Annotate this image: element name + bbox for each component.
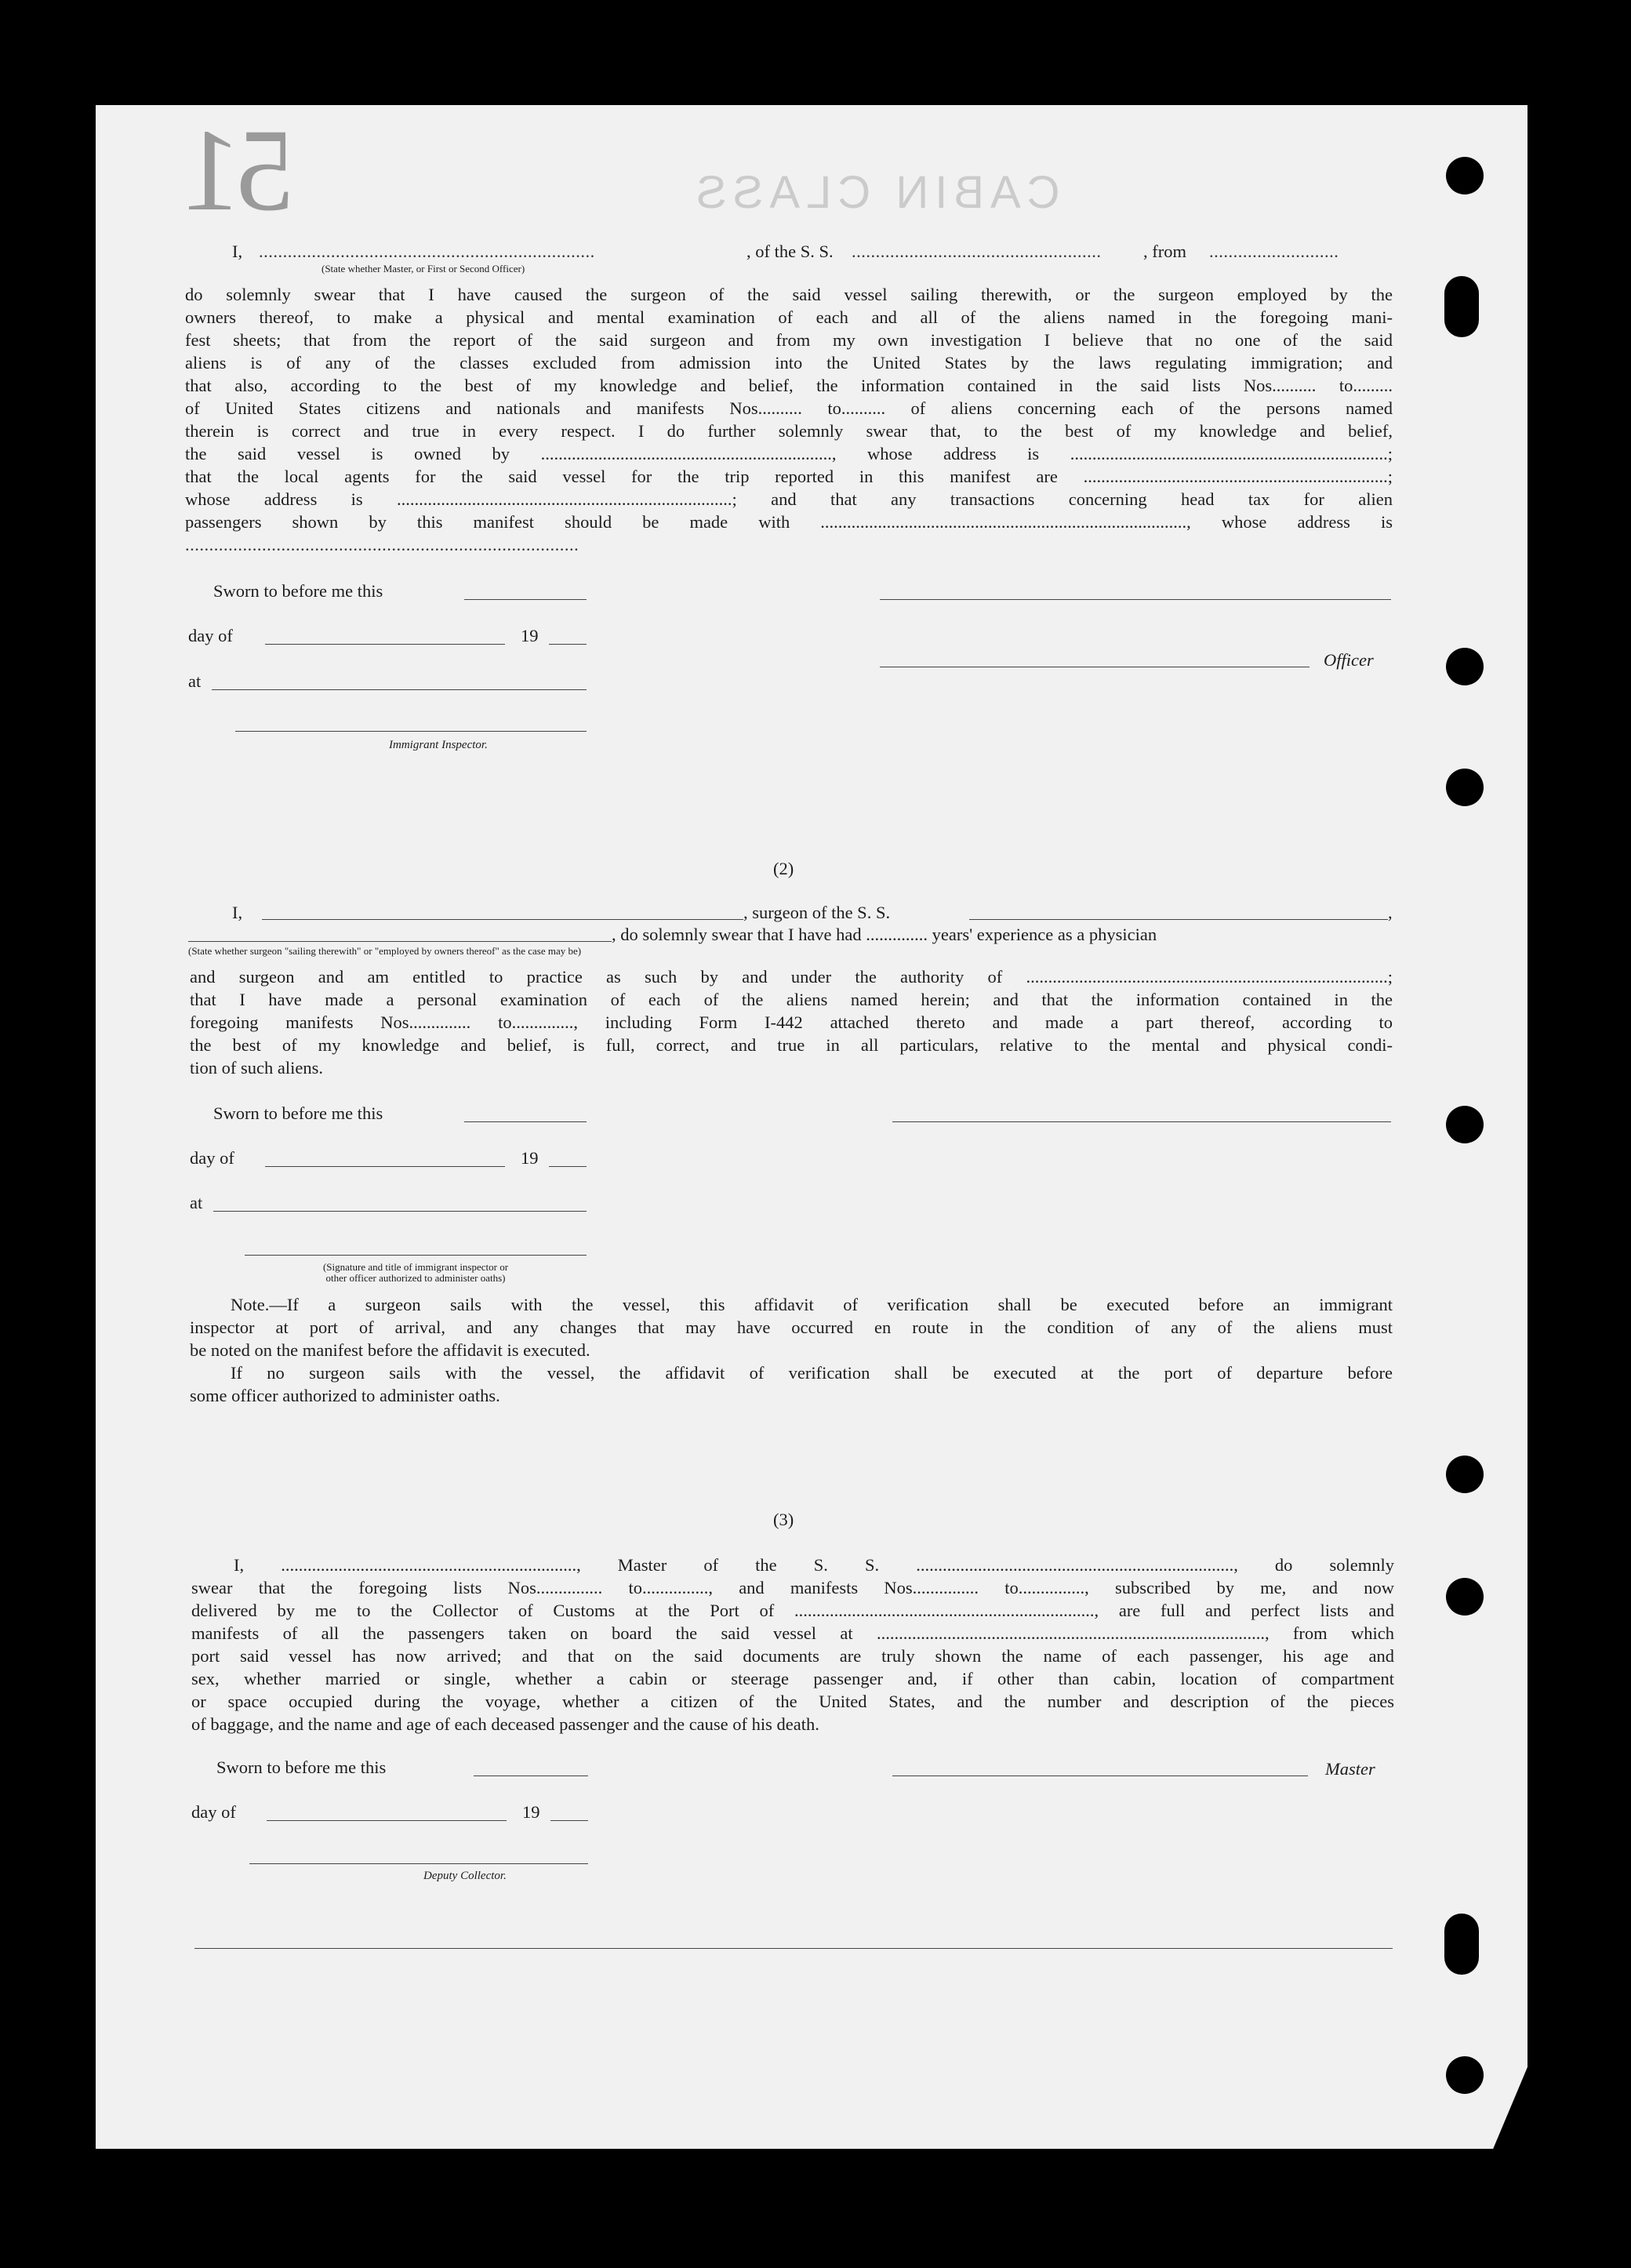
s1-at-label: at	[188, 671, 202, 691]
s1-para-line: do solemnly swear that I have caused the surgeon of the said vessel sailing therewith, or the surgeon employed by the	[185, 285, 1393, 304]
s3-para-line: delivered by me to the Collector of Customs at the Port of ...................................................................., are full and perfect lists and	[191, 1601, 1394, 1620]
s2-last-line: tion of such aliens.	[190, 1058, 323, 1078]
punch-hole	[1446, 769, 1484, 806]
s1-para-line: whose address is ............................................................................; and that any transactions concerning head tax for alien	[185, 489, 1393, 509]
s1-officer-name-field: ......................................................................	[259, 242, 595, 261]
s2-comma: ,	[1388, 903, 1393, 922]
s2-para-line: foregoing manifests Nos.............. to.............., including Form I-442 attached thereto and made a part thereof, according to	[190, 1012, 1393, 1032]
bottom-rule	[194, 1948, 1393, 1949]
note-line: some officer authorized to administer oaths.	[190, 1386, 500, 1405]
punch-hole	[1446, 157, 1484, 194]
note-line: be noted on the manifest before the affidavit is executed.	[190, 1340, 590, 1360]
s3-para-line: manifests of all the passengers taken on board the said vessel at ........................................................................................, from which	[191, 1623, 1394, 1643]
s2-sworn-label: Sworn to before me this	[213, 1103, 383, 1123]
s3-para-line: or space occupied during the voyage, whether a citizen of the United States, and the number and description of the pieces	[191, 1692, 1394, 1711]
punch-hole	[1444, 276, 1479, 337]
s2-at-label: at	[190, 1193, 203, 1212]
punch-hole	[1446, 2056, 1484, 2094]
s1-para-line: passengers shown by this manifest should be made with ..................................................................................., whose address is	[185, 512, 1393, 532]
s2-capacity-blank	[188, 941, 612, 942]
s1-sworn-blank	[464, 599, 587, 600]
s2-inspector-signature-line	[245, 1255, 587, 1256]
s1-port-field: ...........................	[1209, 242, 1339, 261]
s1-year-blank	[549, 644, 587, 645]
s2-sig-caption-2: other officer authorized to administer oaths)	[325, 1272, 506, 1284]
s2-vessel-blank	[969, 919, 1388, 920]
s3-year-blank	[550, 1820, 588, 1821]
s1-para-line: that also, according to the best of my knowledge and belief, the information contained in the said lists Nos.......... to.........	[185, 376, 1393, 395]
s1-para-line: fest sheets; that from the report of the said surgeon and from my own investigation I believe that no one of the said	[185, 330, 1393, 350]
s1-day-of-label: day of	[188, 626, 233, 645]
s1-para-line: that the local agents for the said vessel for the trip reported in this manifest are .....................................................................;	[185, 467, 1393, 486]
s3-collector-caption: Deputy Collector.	[423, 1870, 507, 1882]
s3-collector-signature-line	[249, 1863, 588, 1864]
s3-para-line: port said vessel has now arrived; and that on the said documents are truly shown the name of each passenger, his age and	[191, 1646, 1394, 1666]
punch-hole	[1446, 1578, 1484, 1616]
s2-day-of-label: day of	[190, 1148, 234, 1168]
s3-sworn-label: Sworn to before me this	[216, 1757, 387, 1777]
s2-year-prefix: 19	[521, 1148, 539, 1168]
s1-officer-signature-line	[880, 599, 1391, 600]
s2-number: (2)	[773, 859, 794, 878]
s2-sig-caption-1: (Signature and title of immigrant inspector or	[322, 1261, 509, 1273]
s1-caption: (State whether Master, or First or Second Officer)	[321, 263, 525, 274]
s1-para-line: owners thereof, to make a physical and mental examination of each and all of the aliens named in the foregoing mani-	[185, 307, 1393, 327]
s1-at-blank	[212, 689, 587, 690]
s2-surgeon-signature-line	[892, 1121, 1391, 1122]
s3-number: (3)	[773, 1510, 794, 1529]
s1-year-prefix: 19	[521, 626, 539, 645]
punch-hole	[1444, 1914, 1479, 1975]
page-number: 51	[187, 105, 295, 235]
s3-year-prefix: 19	[522, 1802, 540, 1822]
s2-caption: (State whether surgeon "sailing therewith" or "employed by owners thereof" as the case may be)	[188, 945, 582, 957]
punch-hole	[1446, 1106, 1484, 1143]
punch-hole	[1446, 1456, 1484, 1493]
s3-para-line: swear that the foregoing lists Nos............... to..............., and manifests Nos............... to..............., subscribed by me, and now	[191, 1578, 1394, 1597]
s1-inspector-caption: Immigrant Inspector.	[389, 739, 488, 751]
note-line: inspector at port of arrival, and any changes that may have occurred en route in the condition of any of the aliens must	[190, 1318, 1393, 1337]
s3-last-line: of baggage, and the name and age of each deceased passenger and the cause of his death.	[191, 1714, 819, 1734]
s2-at-blank	[213, 1211, 587, 1212]
s1-para-line: therein is correct and true in every respect. I do further solemnly swear that, to the best of my knowledge and belief,	[185, 421, 1393, 441]
s2-year-blank	[549, 1166, 587, 1167]
s1-from: , from	[1143, 242, 1186, 261]
note-line: Note.—If a surgeon sails with the vessel, this affidavit of verification shall be executed before an immigrant	[231, 1295, 1393, 1314]
s2-line2: , do solemnly swear that I have had .............. years' experience as a physician	[612, 925, 1157, 944]
punch-hole	[1446, 648, 1484, 685]
s2-sworn-blank	[464, 1121, 587, 1122]
s1-sworn-label: Sworn to before me this	[213, 581, 383, 601]
s2-surgeon-name-blank	[262, 919, 743, 920]
s1-para-line: the said vessel is owned by .................................................................., whose address is ........................................................................;	[185, 444, 1393, 463]
s2-i: I,	[232, 903, 243, 922]
s3-day-of-label: day of	[191, 1802, 236, 1822]
s2-para-line: the best of my knowledge and belief, is full, correct, and true in all particulars, relative to the mental and physical condi-	[190, 1035, 1393, 1055]
s2-para-line: that I have made a personal examination of each of the aliens named herein; and that the information contained in the	[190, 990, 1393, 1009]
s2-surgeon-of: , surgeon of the S. S.	[743, 903, 891, 922]
s1-officer-label: Officer	[1324, 650, 1374, 670]
s1-i: I,	[232, 242, 243, 261]
s3-day-blank	[267, 1820, 507, 1821]
s1-of-ss: , of the S. S.	[746, 242, 834, 261]
s1-vessel-field: ....................................................	[852, 242, 1102, 261]
s1-inspector-signature-line	[235, 731, 587, 732]
s3-para-line: sex, whether married or single, whether a cabin or steerage passenger and, if other than cabin, location of compartment	[191, 1669, 1394, 1688]
s1-para-line: of United States citizens and nationals and manifests Nos.......... to.......... of aliens concerning each of the persons named	[185, 398, 1393, 418]
s1-para-line: aliens is of any of the classes excluded from admission into the United States by the laws regulating immigration; and	[185, 353, 1393, 373]
s2-day-blank	[265, 1166, 505, 1167]
s1-day-blank	[265, 644, 505, 645]
note-line: If no surgeon sails with the vessel, the affidavit of verification shall be executed at the port of departure before	[231, 1363, 1393, 1383]
bleed-through-heading: CABIN CLASS	[690, 167, 1060, 218]
s3-master-label: Master	[1325, 1759, 1375, 1779]
s3-line1: I, ..................................................................., Master of the S. S. ........................................................................, do solemnly	[234, 1555, 1394, 1575]
s2-para-line: and surgeon and am entitled to practice as such by and under the authority of ..................................................................................;	[190, 967, 1393, 987]
s1-trailing-dots: ..................................................................................	[185, 535, 579, 554]
